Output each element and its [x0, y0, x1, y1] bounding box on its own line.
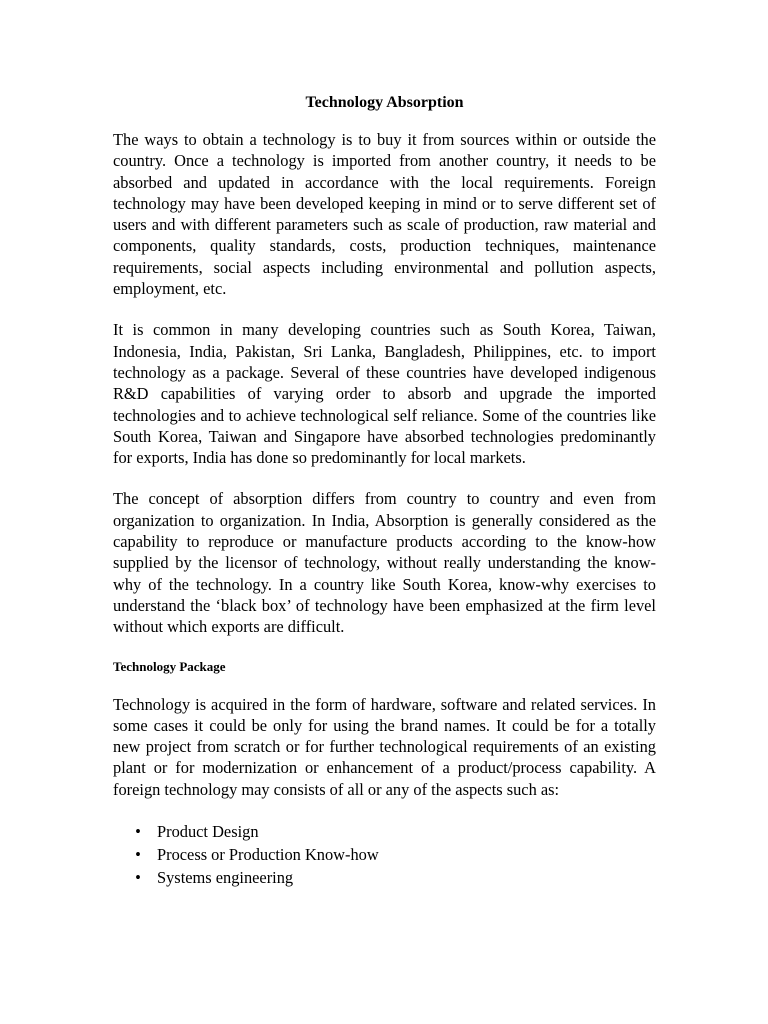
bullet-icon: •: [135, 845, 141, 865]
bullet-icon: •: [135, 868, 141, 888]
bullet-icon: •: [135, 822, 141, 842]
document-title: Technology Absorption: [305, 94, 464, 111]
list-item: [113, 820, 656, 843]
paragraph-ways-to-obtain: The ways to obtain a technology is to buy it from sources within or outside the country. Once a technology is imported from another country, it needs to be absorbed and updated in accordance with the local requirements. Foreign technology may have been developed keeping in mind or to serve different set of users and with different parameters such as scale of production, raw material and components, quality standards, costs, production techniques, maintenance requirements, social aspects including environmental and pollution aspects, employment, etc.: [113, 130, 656, 299]
list-item-text: Product Design: [157, 822, 259, 842]
paragraph-technology-acquired: Technology is acquired in the form of hardware, software and related services. In some cases it could be only for using the brand names. It could be for a totally new project from scratch or for further technological requirements of an existing plant or for modernization or enhancement of a product/process capability. A foreign technology may consists of all or any of the aspects such as:: [113, 694, 656, 799]
list-item-text: Systems engineering: [157, 868, 294, 888]
list-item: [113, 866, 656, 889]
bullet-list: [113, 820, 656, 889]
paragraph-developing-countries: It is common in many developing countries such as South Korea, Taiwan, Indonesia, India, Pakistan, Sri Lanka, Bangladesh, Philippines, etc. to import technology as a package. Several of these countries have developed indigenous R&D capabilities of varying order to absorb and upgrade the imported technologies and to achieve technological self reliance. Some of the countries like South Korea, Taiwan and Singapore have absorbed technologies predominantly for exports, India has done so predominantly for local markets.: [113, 320, 656, 468]
subheading-technology-package: Technology Package: [113, 658, 226, 674]
list-item: [113, 843, 656, 866]
list-item-text: Process or Production Know-how: [157, 845, 379, 865]
paragraph-concept-of-absorption: The concept of absorption differs from country to country and even from organization to organization. In India, Absorption is generally considered as the capability to reproduce or manufacture products according to the know-how supplied by the licensor of technology, without really understanding the know-why of the technology. In a country like South Korea, know-why exercises to understand the ‘black box’ of technology have been emphasized at the firm level without which exports are difficult.: [113, 489, 656, 637]
